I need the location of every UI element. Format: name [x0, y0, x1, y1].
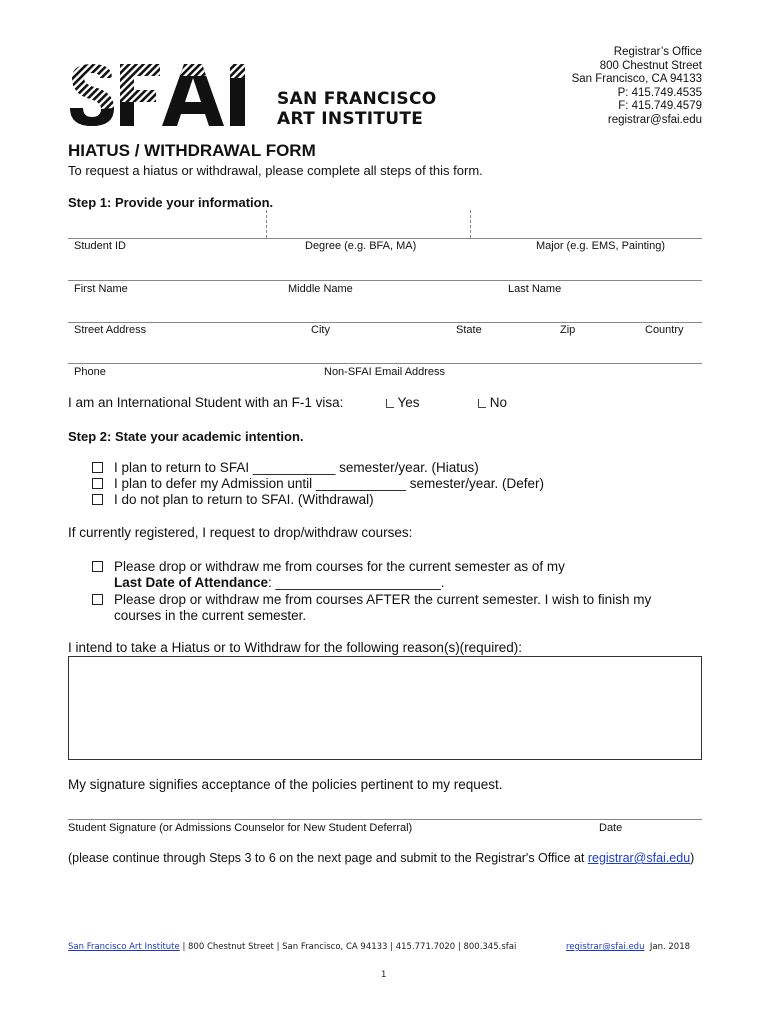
reason-label: I intend to take a Hiatus or to Withdraw for the following reason(s)(required):: [68, 640, 522, 655]
address-line: Registrar’s Office: [613, 46, 702, 58]
street-address-label: Street Address: [74, 324, 147, 336]
contact-line[interactable]: [68, 363, 702, 364]
registered-statement: If currently registered, I request to drop/withdraw courses:: [68, 525, 413, 540]
last-attendance-line: [92, 575, 692, 591]
checkbox-icon[interactable]: [92, 478, 103, 489]
major-label: Major (e.g. EMS, Painting): [536, 240, 665, 252]
footer-contact: [68, 942, 516, 952]
country-label: Country: [645, 324, 684, 336]
field-divider: [266, 210, 267, 238]
phone-line: P: 415.749.4535: [617, 86, 702, 99]
reason-textbox[interactable]: [68, 656, 702, 760]
footer-org-link[interactable]: San Francisco Art Institute: [68, 942, 180, 952]
fax-line: F: 415.749.4579: [618, 100, 702, 112]
footer-date: Jan. 2018: [649, 942, 691, 952]
first-name-label: First Name: [74, 283, 128, 295]
drop-after-semester[interactable]: [92, 592, 692, 624]
checkbox-icon[interactable]: [386, 399, 394, 408]
last-attendance-label: Last Date of Attendance: [114, 575, 269, 590]
state-label: State: [456, 324, 482, 336]
form-title: HIATUS / WITHDRAWAL FORM: [68, 141, 316, 160]
no-label: No: [489, 395, 508, 410]
intention-defer[interactable]: [92, 476, 544, 492]
address-field-line[interactable]: [68, 322, 702, 323]
institution-line-2: ART INSTITUTE: [277, 109, 424, 129]
intention-withdrawal[interactable]: [92, 492, 374, 508]
international-yes-option[interactable]: [386, 395, 420, 410]
checkbox-icon[interactable]: [478, 399, 486, 408]
email-line: registrar@sfai.edu: [607, 113, 702, 126]
intention-hiatus[interactable]: [92, 460, 479, 476]
step1-heading: Step 1: Provide your information.: [68, 195, 274, 210]
registrar-email-link[interactable]: registrar@sfai.edu: [587, 851, 691, 865]
date-label: Date: [599, 822, 623, 834]
intention-defer-label: I plan to defer my Admission until ____________ semester/year. (Defer): [114, 476, 544, 491]
continue-text: (please continue through Steps 3 to 6 on the next page and submit to the Registrar's Office at: [68, 851, 588, 865]
checkbox-icon[interactable]: [92, 561, 103, 572]
field-divider: [470, 210, 471, 238]
address-line: San Francisco, CA 94133: [571, 73, 702, 85]
phone-label: Phone: [74, 366, 106, 378]
last-name-label: Last Name: [508, 283, 562, 295]
footer-email-link[interactable]: registrar@sfai.edu: [566, 942, 645, 952]
international-no-option[interactable]: [478, 395, 507, 410]
address-line: 800 Chestnut Street: [599, 59, 702, 72]
drop-after-label: Please drop or withdraw me from courses AFTER the current semester. I wish to finish my courses in the current semester.: [114, 592, 652, 623]
footer-contact-details: | 800 Chestnut Street | San Francisco, CA 94133 | 415.771.7020 | 800.345.sfai: [179, 942, 517, 952]
checkbox-icon[interactable]: [92, 462, 103, 473]
footer-email-date: [566, 942, 690, 952]
student-id-label: Student ID: [74, 240, 126, 252]
drop-current-line1: Please drop or withdraw me from courses for the current semester as of my: [114, 559, 565, 574]
last-attendance-blank[interactable]: : ______________________.: [268, 575, 445, 590]
intention-withdrawal-label: I do not plan to return to SFAI. (Withdrawal): [114, 492, 374, 507]
yes-label: Yes: [397, 395, 420, 410]
city-label: City: [311, 324, 330, 336]
sfai-logo: [68, 60, 268, 128]
step2-heading: Step 2: State your academic intention.: [68, 429, 304, 444]
name-line[interactable]: [68, 280, 702, 281]
form-subtitle: To request a hiatus or withdrawal, please complete all steps of this form.: [68, 163, 483, 178]
institution-name: [277, 89, 437, 129]
continue-close: ): [690, 851, 695, 865]
signature-line[interactable]: [68, 819, 702, 820]
drop-current-semester[interactable]: [92, 559, 692, 591]
email-label: Non-SFAI Email Address: [324, 366, 446, 378]
registrar-address: [572, 46, 702, 127]
student-id-line[interactable]: [68, 238, 702, 239]
degree-label: Degree (e.g. BFA, MA): [305, 240, 417, 252]
signature-statement: My signature signifies acceptance of the policies pertinent to my request.: [68, 777, 503, 792]
page-number: 1: [381, 970, 387, 980]
zip-label: Zip: [560, 324, 576, 336]
middle-name-label: Middle Name: [288, 283, 353, 295]
continue-instructions: [68, 851, 694, 865]
intention-hiatus-label: I plan to return to SFAI ___________ semester/year. (Hiatus): [114, 460, 479, 475]
institution-line-1: SAN FRANCISCO: [277, 89, 437, 109]
checkbox-icon[interactable]: [92, 594, 103, 605]
international-question: I am an International Student with an F-1 visa:: [68, 395, 344, 410]
signature-label: Student Signature (or Admissions Counselor for New Student Deferral): [68, 822, 413, 834]
checkbox-icon[interactable]: [92, 494, 103, 505]
